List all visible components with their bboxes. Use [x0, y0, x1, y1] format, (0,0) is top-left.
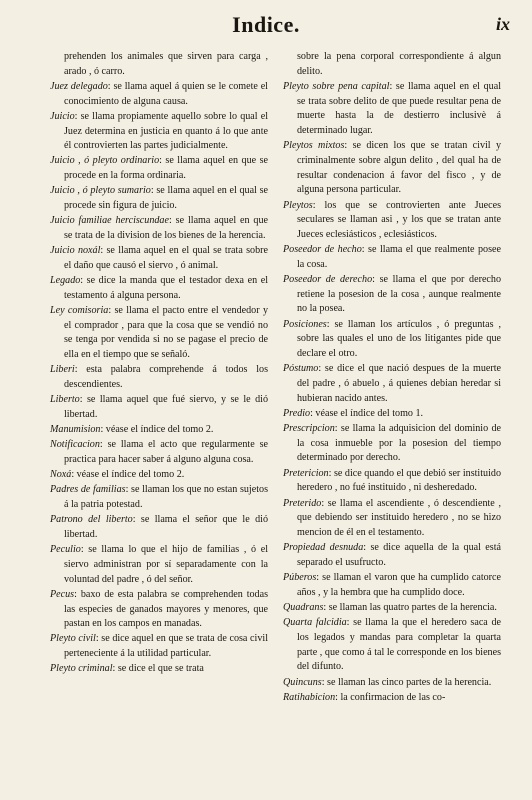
- entry-definition: prehenden los animales que sirven para carga , arado , ó carro.: [64, 51, 268, 77]
- glossary-entry: [50, 110, 268, 154]
- entry-term: Liberi: [50, 364, 75, 376]
- entry-term: Juicio: [50, 110, 75, 122]
- glossary-entry: [50, 662, 268, 677]
- entry-term: Quarta falcidia: [283, 617, 347, 629]
- glossary-entry: [283, 80, 501, 139]
- entry-definition: : se llama el que realmente posee la cosa.: [297, 244, 501, 270]
- entry-definition: : se llama propiamente aquello sobre lo qual el Juez determina en justicia en quanto á lo que ante él controvierten las partes judicialmente.: [64, 110, 268, 152]
- glossary-entry: [50, 214, 268, 243]
- entry-term: Quadrans: [283, 602, 324, 614]
- entry-term: Pleyto criminal: [50, 663, 113, 675]
- entry-definition: : véase el índice del tomo 2.: [71, 469, 185, 481]
- entry-definition: : véase el índice del tomo 2.: [100, 424, 214, 436]
- entry-definition: : se llama el que por derecho retiene la posesion de la cosa , aunque realmente no la posea.: [297, 274, 501, 315]
- entry-term: Noxá: [50, 469, 72, 481]
- entry-term: Legado: [50, 275, 81, 287]
- entry-term: Pretericion: [283, 467, 329, 479]
- entry-term: Patrono del liberto: [50, 514, 133, 526]
- entry-definition: : se dice el que se trata: [112, 663, 204, 675]
- entry-definition: : se llama aquel en el qual se trata sobre el daño que causó el siervo , ó animal.: [64, 245, 268, 271]
- entry-term: Liberto: [50, 394, 80, 406]
- entry-definition: : los que se controvierten ante Jueces seculares se llaman asi , y los que se tratan ante Jueces eclesiásticos , eclesiásticos.: [297, 199, 501, 240]
- entry-term: Peculio: [50, 544, 81, 556]
- entry-definition: : se dice quando el que debió ser instituido heredero , no fué instituido , ni desheredado.: [297, 467, 501, 494]
- entry-term: Juicio , ó pleyto sumario: [50, 185, 151, 197]
- glossary-entry: [50, 363, 268, 392]
- glossary-entry: [50, 543, 268, 587]
- entry-definition: : se llama la adquisicion del dominio de la cosa inmueble por la posesion del tiempo determinado por derecho.: [297, 423, 501, 464]
- glossary-entry: [283, 616, 501, 675]
- entry-definition: : se llama el señor que le dió libertad.: [64, 514, 268, 540]
- entry-definition: : se dice aquella de la qual está separado el usufructo.: [297, 542, 501, 568]
- page-number: ix: [495, 14, 510, 34]
- entry-definition: : se llama aquel que fué siervo, y se le dió libertad.: [64, 394, 268, 420]
- glossary-entry: [283, 676, 501, 691]
- glossary-entry: [50, 468, 268, 483]
- glossary-entry: [50, 184, 268, 213]
- entry-term: Posiciones: [283, 318, 327, 330]
- glossary-entry: [50, 244, 268, 273]
- glossary-entry: [283, 243, 501, 272]
- entry-definition: : se llama aquel en el qual se trata sobre delito de que puede resultar pena de muerte hasta la de destierro inclusivè á determinado lugar.: [297, 80, 501, 137]
- glossary-entry: [283, 318, 501, 362]
- glossary-entry: [50, 80, 268, 109]
- entry-term: Pleyto sobre pena capital: [283, 80, 390, 92]
- entry-term: Padres de familias: [50, 484, 126, 496]
- entry-definition: : se llama el acto que regularmente se practica para hacer saber á alguno alguna cosa.: [64, 439, 268, 465]
- glossary-entry: [50, 632, 268, 661]
- entry-definition: : se llaman el varon que ha cumplido catorce años , y la hembra que ha cumplido doce.: [297, 572, 501, 598]
- entry-definition: : se llama aquel en que se procede en la forma ordinaria.: [64, 155, 268, 182]
- glossary-entry: [283, 467, 501, 496]
- entry-term: Propiedad desnuda: [283, 542, 364, 554]
- entry-definition: : la confirmacion de las co-: [335, 691, 446, 703]
- entry-term: Poseedor de hecho: [283, 244, 362, 256]
- entry-term: Preterido: [283, 497, 322, 509]
- glossary-entry: [50, 423, 268, 438]
- glossary-entry: [283, 139, 501, 198]
- entry-definition: : se dice el que nació despues de la muerte del padre , ó abuelo , á quienes debian heredar si hubieran nacido antes.: [297, 363, 501, 404]
- glossary-entry: [283, 691, 501, 706]
- entry-definition: : se dice la manda que el testador dexa en el testamento á alguna persona.: [64, 275, 268, 301]
- glossary-entry: [50, 50, 268, 79]
- left-column: [50, 50, 268, 678]
- entry-definition: : se llama aquel á quien se le comete el conocimiento de alguna causa.: [64, 80, 268, 107]
- entry-definition: : esta palabra comprehende á todos los descendientes.: [64, 364, 268, 390]
- entry-term: Juicio noxál: [50, 245, 101, 257]
- glossary-entry: [283, 362, 501, 406]
- glossary-entry: [283, 497, 501, 541]
- entry-definition: : se llaman los artículos , ó preguntas , sobre las quales el uno de los litigantes pide que declare el otro.: [297, 318, 501, 360]
- glossary-entry: [283, 407, 501, 422]
- entry-term: Notificacion: [50, 439, 100, 451]
- glossary-entry: [50, 274, 268, 303]
- entry-definition: : se llama aquel en que se trata de la division de los bienes de la herencia.: [64, 215, 268, 241]
- entry-definition: : se dicen los que se tratan civil y criminalmente sobre algun delito , del qual ha de resultar condenacion á favor del fisco , y de alguna persona particular.: [297, 140, 502, 196]
- entry-term: Pleytos: [283, 199, 313, 211]
- entry-term: Predio: [283, 407, 311, 419]
- glossary-entry: [50, 154, 268, 183]
- entry-definition: : véase el índice del tomo 1.: [310, 407, 424, 419]
- page-title: Indice.: [232, 12, 300, 37]
- entry-definition: sobre la pena corporal correspondiente á algun delito.: [297, 51, 501, 77]
- entry-definition: : baxo de esta palabra se comprehenden todas las especies de ganados mayores y menores, que pastan en los campos en manadas.: [64, 588, 268, 630]
- entry-term: Ley comisoria: [50, 304, 109, 316]
- entry-term: Ratihabicion: [283, 691, 336, 703]
- glossary-entry: [283, 422, 501, 466]
- glossary-entry: [50, 304, 268, 363]
- glossary-entry: [283, 273, 501, 317]
- entry-definition: : se llaman las cinco partes de la herencia.: [321, 676, 492, 688]
- entry-term: Púberos: [283, 572, 317, 584]
- glossary-entry: [283, 199, 501, 243]
- glossary-entry: [50, 588, 268, 632]
- glossary-entry: [283, 571, 501, 600]
- entry-term: Juez delegado: [50, 80, 108, 92]
- entry-definition: : se llama el pacto entre el vendedor y el comprador , para que la cosa que se vendió no se tenga por vendida si no se pagase el precio de ella en el tiempo que se señaló.: [64, 304, 268, 361]
- entry-term: Pecus: [50, 588, 75, 600]
- entry-term: Poseedor de derecho: [283, 274, 373, 286]
- glossary-entry: [50, 483, 268, 512]
- entry-definition: : se llama lo que el hijo de familias , ó el siervo administran por sí separadamente con la voluntad del padre , ó del señor.: [64, 544, 268, 585]
- entry-term: Pleyto civil: [50, 633, 96, 645]
- entry-definition: : se llaman los que no estan sujetos á la patria potestad.: [64, 484, 268, 511]
- glossary-entry: [283, 50, 501, 79]
- glossary-entry: [50, 438, 268, 467]
- glossary-entry: [283, 541, 501, 570]
- entry-term: Pleytos mixtos: [283, 140, 345, 152]
- entry-term: Juicio , ó pleyto ordinario: [50, 155, 160, 167]
- entry-term: Quincuns: [283, 676, 322, 688]
- entry-term: Juicio familiae herciscundae: [50, 215, 169, 227]
- entry-definition: : se llama aquel en el qual se procede sin figura de juicio.: [64, 185, 268, 212]
- entry-definition: : se llama el ascendiente , ó descendiente , que debiendo ser instituido heredero , no se hizo mencion de él en el testamento.: [297, 497, 501, 538]
- glossary-entry: [283, 601, 501, 616]
- entry-definition: : se llaman las quatro partes de la herencia.: [323, 602, 497, 614]
- entry-definition: : se llama la que el heredero saca de los legados y mandas para completar la quarta parte , que como á tal le corresponde en los bienes del difunto.: [297, 617, 501, 673]
- entry-definition: : se dice aquel en que se trata de cosa civil perteneciente á la utilidad particular.: [64, 633, 268, 660]
- entry-term: Prescripcion: [283, 423, 335, 435]
- right-column: [283, 50, 501, 706]
- glossary-entry: [50, 393, 268, 422]
- entry-term: Póstumo: [283, 363, 319, 375]
- glossary-entry: [50, 513, 268, 542]
- entry-term: Manumision: [50, 424, 101, 436]
